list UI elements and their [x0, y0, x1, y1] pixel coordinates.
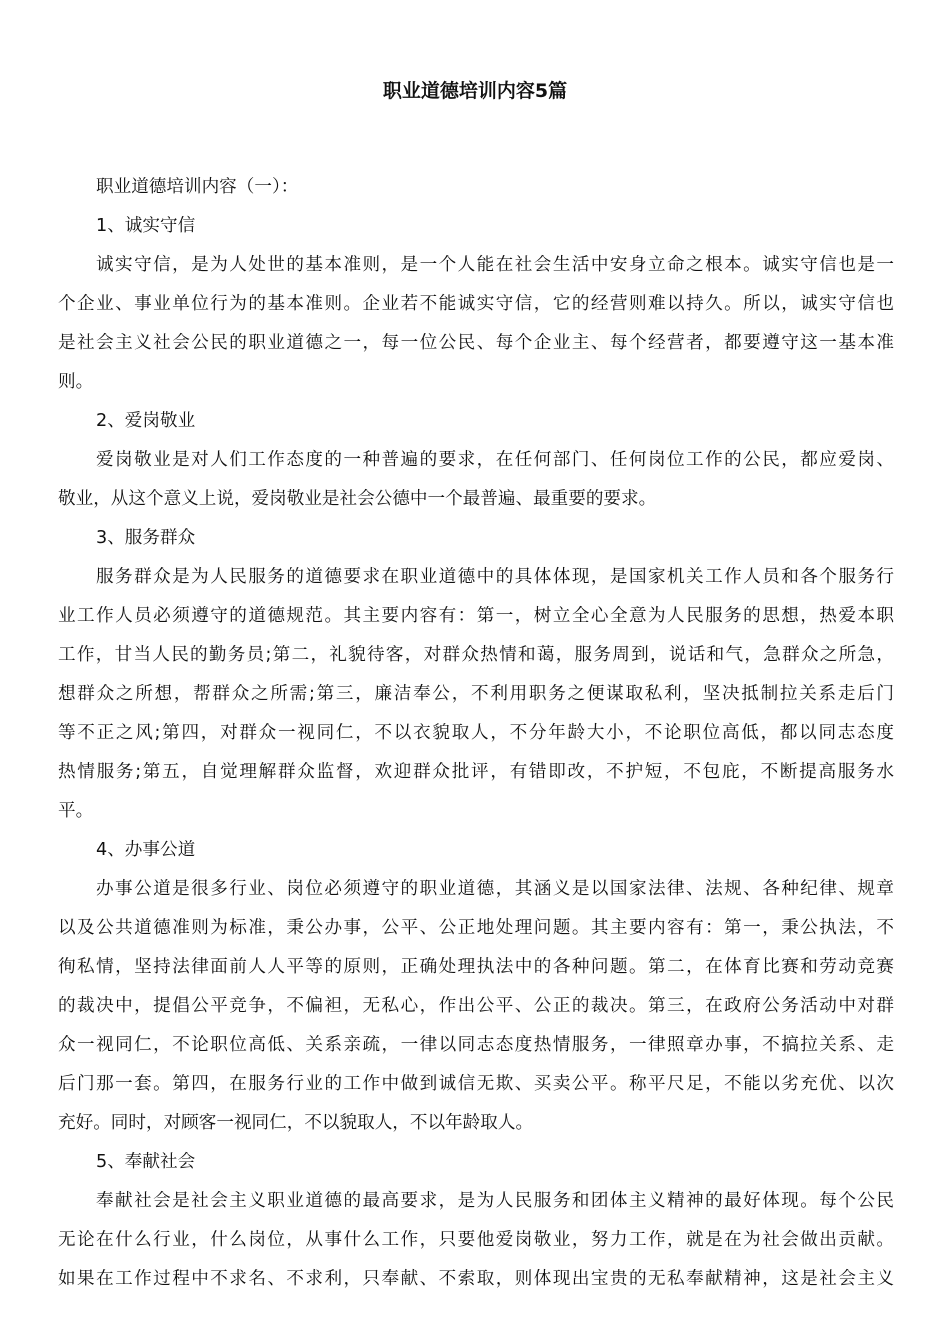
paragraph-line: 的裁决中，提倡公平竞争，不偏袒，无私心，作出公平、公正的裁决。第三，在政府公务活动中对群: [58, 996, 894, 1016]
paragraph-line: 是社会主义社会公民的职业道德之一，每一位公民、每个企业主、每个经营者，都要遵守这一基本准: [58, 333, 894, 353]
paragraph-line: 诚实守信，是为人处世的基本准则，是一个人能在社会生活中安身立命之根本。诚实守信也是一: [96, 255, 894, 275]
paragraph-line: 4、办事公道: [96, 840, 196, 860]
paragraph-line: 众一视同仁，不论职位高低、关系亲疏，一律以同志态度热情服务，一律照章办事，不搞拉关系、走: [58, 1035, 894, 1055]
paragraph-line: 充好。同时，对顾客一视同仁，不以貌取人，不以年龄取人。: [58, 1113, 534, 1133]
paragraph-line: 如果在工作过程中不求名、不求利，只奉献、不索取，则体现出宝贵的无私奉献精神，这是社会主义: [58, 1269, 894, 1289]
paragraph-line: 服务群众是为人民服务的道德要求在职业道德中的具体体现，是国家机关工作人员和各个服务行: [96, 567, 894, 587]
paragraph-line: 等不正之风;第四，对群众一视同仁，不以衣貌取人，不分年龄大小，不论职位高低，都以同志态度: [58, 723, 894, 743]
paragraph-line: 办事公道是很多行业、岗位必须遵守的职业道德，其涵义是以国家法律、法规、各种纪律、规章: [96, 879, 894, 899]
paragraph-line: 徇私情，坚持法律面前人人平等的原则，正确处理执法中的各种问题。第二，在体育比赛和劳动竞赛: [58, 957, 894, 977]
paragraph-line: 后门那一套。第四，在服务行业的工作中做到诚信无欺、买卖公平。称平尺足，不能以劣充优、以次: [58, 1074, 894, 1094]
document-title: 职业道德培训内容5篇: [382, 80, 568, 102]
paragraph-line: 爱岗敬业是对人们工作态度的一种普遍的要求，在任何部门、任何岗位工作的公民，都应爱岗、: [96, 450, 894, 470]
paragraph-line: 业工作人员必须遵守的道德规范。其主要内容有：第一，树立全心全意为人民服务的思想，热爱本职: [58, 606, 894, 626]
paragraph-line: 热情服务;第五，自觉理解群众监督，欢迎群众批评，有错即改，不护短，不包庇，不断提高服务水: [58, 762, 894, 782]
paragraph-line: 敬业，从这个意义上说，爱岗敬业是社会公德中一个最普遍、最重要的要求。: [58, 489, 657, 509]
paragraph-line: 工作，甘当人民的勤务员;第二，礼貌待客，对群众热情和蔼，服务周到，说话和气，急群众之所急，: [58, 645, 894, 665]
paragraph-line: 2、爱岗敬业: [96, 411, 196, 431]
paragraph-line: 个企业、事业单位行为的基本准则。企业若不能诚实守信，它的经营则难以持久。所以，诚实守信也: [58, 294, 894, 314]
paragraph-line: 1、诚实守信: [96, 216, 196, 236]
paragraph-line: 想群众之所想，帮群众之所需;第三，廉洁奉公，不利用职务之便谋取私利，坚决抵制拉关系走后门: [58, 684, 894, 704]
paragraph-line: 职业道德培训内容（一）：: [96, 177, 299, 197]
paragraph-line: 以及公共道德准则为标准，秉公办事，公平、公正地处理问题。其主要内容有：第一，秉公执法，不: [58, 918, 894, 938]
paragraph-line: 平。: [58, 801, 94, 821]
paragraph-line: 无论在什么行业，什么岗位，从事什么工作，只要他爱岗敬业，努力工作，就是在为社会做出贡献。: [58, 1230, 894, 1250]
paragraph-line: 3、服务群众: [96, 528, 196, 548]
document-body: [58, 168, 894, 1299]
paragraph-line: 则。: [58, 372, 94, 392]
paragraph-line: 奉献社会是社会主义职业道德的最高要求，是为人民服务和团体主义精神的最好体现。每个公民: [96, 1191, 894, 1211]
paragraph-line: 5、奉献社会: [96, 1152, 196, 1172]
